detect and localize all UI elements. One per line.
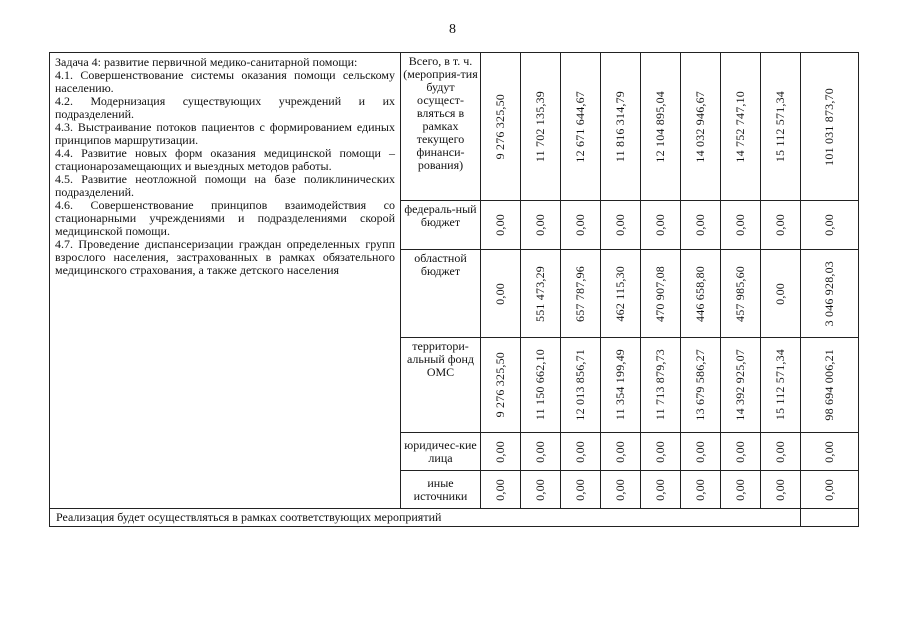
value-text: 12 671 644,67 (573, 90, 587, 163)
value-text: 0,00 (613, 440, 627, 463)
value-text: 14 032 946,67 (693, 90, 707, 163)
value-text: 457 985,60 (733, 265, 747, 322)
value-cell (721, 53, 761, 201)
value-text: 0,00 (773, 440, 787, 463)
value-text: 0,00 (493, 282, 507, 305)
funding-source-regional: областной бюджет (401, 250, 481, 338)
value-text: 12 104 895,04 (653, 90, 667, 163)
value-text: 0,00 (493, 478, 507, 501)
value-cell (561, 53, 601, 201)
value-text: 11 150 662,10 (533, 349, 547, 421)
value-text: 0,00 (822, 214, 836, 236)
value-cell (761, 338, 801, 433)
task-item: 4.5. Развитие неотложной помощи на базе поликлинических подразделений. (55, 172, 395, 199)
task-item: 4.1. Совершенствование системы оказания помощи сельскому населению. (55, 68, 395, 95)
value-cell (481, 250, 521, 338)
value-cell (641, 471, 681, 509)
value-text: 551 473,29 (533, 265, 547, 322)
value-cell-total (801, 250, 859, 338)
value-text: 0,00 (653, 478, 667, 501)
funding-source-federal: федераль-ный бюджет (401, 201, 481, 250)
value-cell (601, 53, 641, 201)
value-cell (521, 53, 561, 201)
value-cell (721, 250, 761, 338)
value-text: 15 112 571,34 (773, 349, 787, 421)
value-cell (681, 250, 721, 338)
funding-source-other: иные источники (401, 471, 481, 509)
value-text: 98 694 006,21 (822, 349, 836, 421)
value-text: 9 276 325,50 (493, 93, 507, 160)
value-text: 0,00 (493, 440, 507, 463)
task-item: 4.4. Развитие новых форм оказания медицинской помощи – стационарозамещающих и выездных методов работы. (55, 146, 395, 173)
value-cell (681, 338, 721, 433)
value-text: 657 787,96 (573, 265, 587, 322)
value-text: 0,00 (733, 440, 747, 463)
value-cell (601, 201, 641, 250)
value-cell (721, 338, 761, 433)
value-text: 0,00 (693, 214, 707, 236)
value-text: 0,00 (773, 478, 787, 501)
value-cell-total (801, 471, 859, 509)
value-cell (561, 471, 601, 509)
value-cell (601, 338, 641, 433)
value-text: 11 713 879,73 (653, 349, 667, 421)
task-item: 4.3. Выстраивание потоков пациентов с формированием единых принципов маршрутизации. (55, 120, 395, 147)
value-cell (721, 433, 761, 471)
value-text: 0,00 (822, 440, 836, 463)
value-text: 0,00 (773, 214, 787, 236)
value-text: 0,00 (533, 440, 547, 463)
funding-source-oms-fund: территори-альный фонд ОМС (401, 338, 481, 433)
value-text: 0,00 (533, 214, 547, 236)
value-text: 0,00 (733, 214, 747, 236)
value-cell (641, 338, 681, 433)
value-cell (601, 433, 641, 471)
value-cell (761, 53, 801, 201)
value-cell (481, 471, 521, 509)
value-text: 0,00 (653, 214, 667, 236)
value-text: 0,00 (613, 478, 627, 501)
value-cell-total (801, 338, 859, 433)
value-text: 0,00 (613, 214, 627, 236)
value-cell (721, 471, 761, 509)
value-cell (601, 250, 641, 338)
value-cell (641, 433, 681, 471)
value-text: 470 907,08 (653, 265, 667, 322)
value-text: 3 046 928,03 (822, 260, 836, 327)
value-cell (761, 250, 801, 338)
value-text: 0,00 (493, 214, 507, 236)
value-text: 9 276 325,50 (493, 352, 507, 418)
value-text: 0,00 (693, 478, 707, 501)
value-cell (721, 201, 761, 250)
value-cell (681, 471, 721, 509)
value-text: 462 115,30 (613, 265, 627, 322)
table-footer-row (50, 509, 859, 527)
task-title: Задача 4: развитие первичной медико-санитарной помощи: (55, 55, 358, 69)
value-text: 14 752 747,10 (733, 90, 747, 163)
value-cell (481, 433, 521, 471)
value-cell (761, 201, 801, 250)
value-cell (561, 433, 601, 471)
value-text: 0,00 (573, 478, 587, 501)
value-cell (481, 201, 521, 250)
value-cell (761, 433, 801, 471)
value-text: 11 702 135,39 (533, 90, 547, 163)
footer-note: Реализация будет осуществляться в рамках соответствующих мероприятий (50, 509, 801, 527)
value-cell-total (801, 433, 859, 471)
value-text: 14 392 925,07 (733, 349, 747, 421)
page-number: 8 (449, 22, 456, 37)
value-cell-total (801, 201, 859, 250)
value-text: 446 658,80 (693, 265, 707, 322)
table-row (50, 53, 859, 201)
value-text: 0,00 (533, 478, 547, 501)
value-cell (521, 471, 561, 509)
value-cell (641, 53, 681, 201)
value-text: 0,00 (693, 440, 707, 463)
funding-source-legal-entities: юридичес-кие лица (401, 433, 481, 471)
task-item: 4.7. Проведение диспансеризации граждан определенных групп взрослого населения, застрахованных в рамках обязательного медицинского страхования, а также детского населения (55, 237, 395, 277)
value-text: 12 013 856,71 (573, 349, 587, 421)
value-text: 0,00 (573, 214, 587, 236)
value-cell (561, 250, 601, 338)
task-item: 4.6. Совершенствование принципов взаимодействия со стационарными учреждениями и подразделениями скорой медицинской помощи. (55, 198, 395, 238)
value-cell (481, 338, 521, 433)
value-cell (521, 433, 561, 471)
value-cell (521, 338, 561, 433)
value-text: 0,00 (733, 478, 747, 501)
value-cell (561, 338, 601, 433)
value-cell (521, 201, 561, 250)
financing-table (49, 52, 859, 527)
value-cell-total (801, 53, 859, 201)
value-text: 13 679 586,27 (693, 349, 707, 421)
value-cell (641, 250, 681, 338)
value-text: 0,00 (822, 478, 836, 501)
footer-empty-cell (801, 509, 859, 527)
value-cell (561, 201, 601, 250)
value-cell (761, 471, 801, 509)
value-text: 0,00 (773, 282, 787, 305)
value-cell (681, 53, 721, 201)
value-text: 15 112 571,34 (773, 90, 787, 163)
task-item: 4.2. Модернизация существующих учреждений и их подразделений. (55, 94, 395, 121)
value-cell (601, 471, 641, 509)
value-text: 0,00 (573, 440, 587, 463)
value-cell (641, 201, 681, 250)
value-cell (681, 201, 721, 250)
value-cell (521, 250, 561, 338)
value-text: 11 816 314,79 (613, 90, 627, 163)
value-text: 0,00 (653, 440, 667, 463)
task-description (50, 53, 401, 509)
value-cell (681, 433, 721, 471)
funding-source-total: Всего, в т. ч. (мероприя-тия будут осущест-вляться в рамках текущего финанси-рования) (401, 53, 481, 201)
value-cell (481, 53, 521, 201)
value-text: 101 031 873,70 (822, 87, 836, 166)
value-text: 11 354 199,49 (613, 349, 627, 421)
